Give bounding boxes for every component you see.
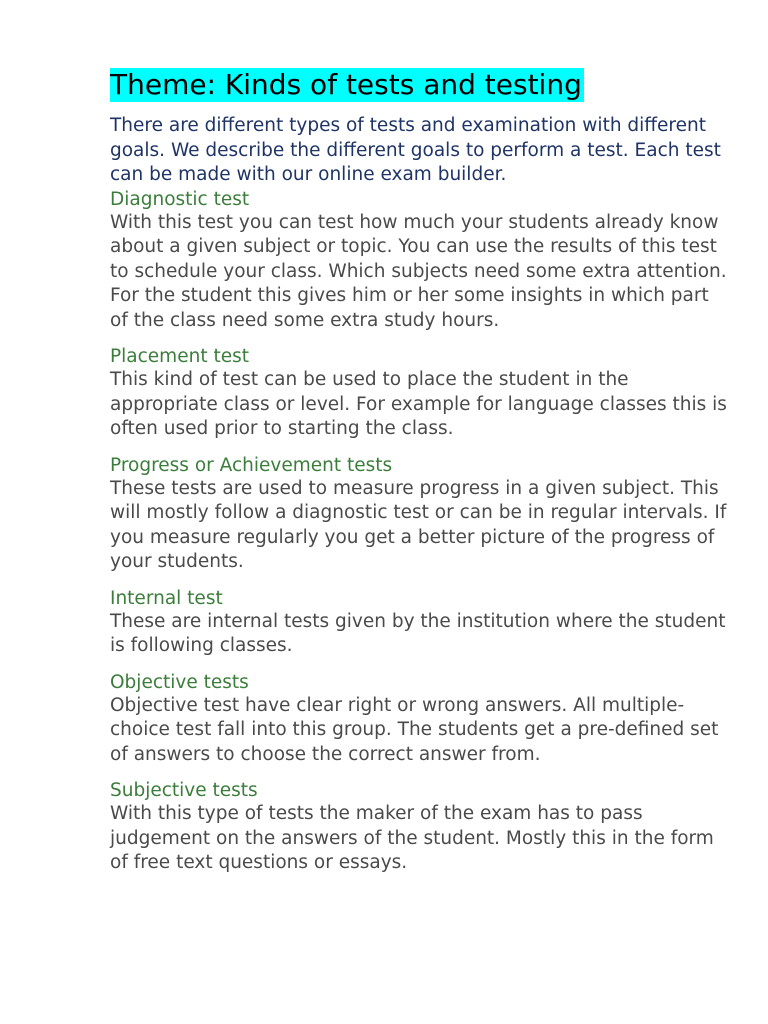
section-body: These tests are used to measure progress in a given subject. This will mostly follow a diagnostic test or can be in regular intervals. If you measure regularly you get a better picture of the progress of your students. [110, 477, 727, 572]
section-heading: Internal test [110, 587, 223, 609]
section-body: With this test you can test how much your students already know about a given subject or topic. You can use the results of this test to schedule your class. Which subjects need some extra attention. For the student this gives him or her some insights in which part of the class need some extra study hours. [110, 211, 727, 331]
section-body: These are internal tests given by the institution where the student is following classes. [110, 610, 726, 656]
section-placement [110, 345, 730, 442]
section-body: With this type of tests the maker of the exam has to pass judgement on the answers of the student. Mostly this in the form of free text questions or essays. [110, 803, 714, 873]
section-objective [110, 671, 730, 768]
document-title: Theme: Kinds of tests and testing [110, 68, 582, 101]
section-body: Objective test have clear right or wrong answers. All multiple-choice test fall into this group. The students get a pre-defined set of answers to choose the correct answer from. [110, 694, 719, 765]
section-heading: Subjective tests [110, 780, 258, 801]
section-heading: Placement test [110, 346, 249, 367]
section-diagnostic [110, 188, 730, 334]
section-body: This kind of test can be used to place the student in the appropriate class or level. For example for language classes this is often used prior to starting the class. [110, 369, 727, 439]
section-internal [110, 587, 730, 659]
section-subjective [110, 779, 730, 876]
intro-paragraph: There are different types of tests and examination with different goals. We describe the different goals to perform a test. Each test can be made with our online exam builder. [110, 115, 721, 185]
document-page [110, 68, 730, 876]
title-block [110, 68, 730, 102]
section-heading: Diagnostic test [110, 188, 250, 210]
section-heading: Objective tests [110, 671, 249, 693]
section-heading: Progress or Achievement tests [110, 454, 393, 476]
section-progress [110, 454, 730, 575]
